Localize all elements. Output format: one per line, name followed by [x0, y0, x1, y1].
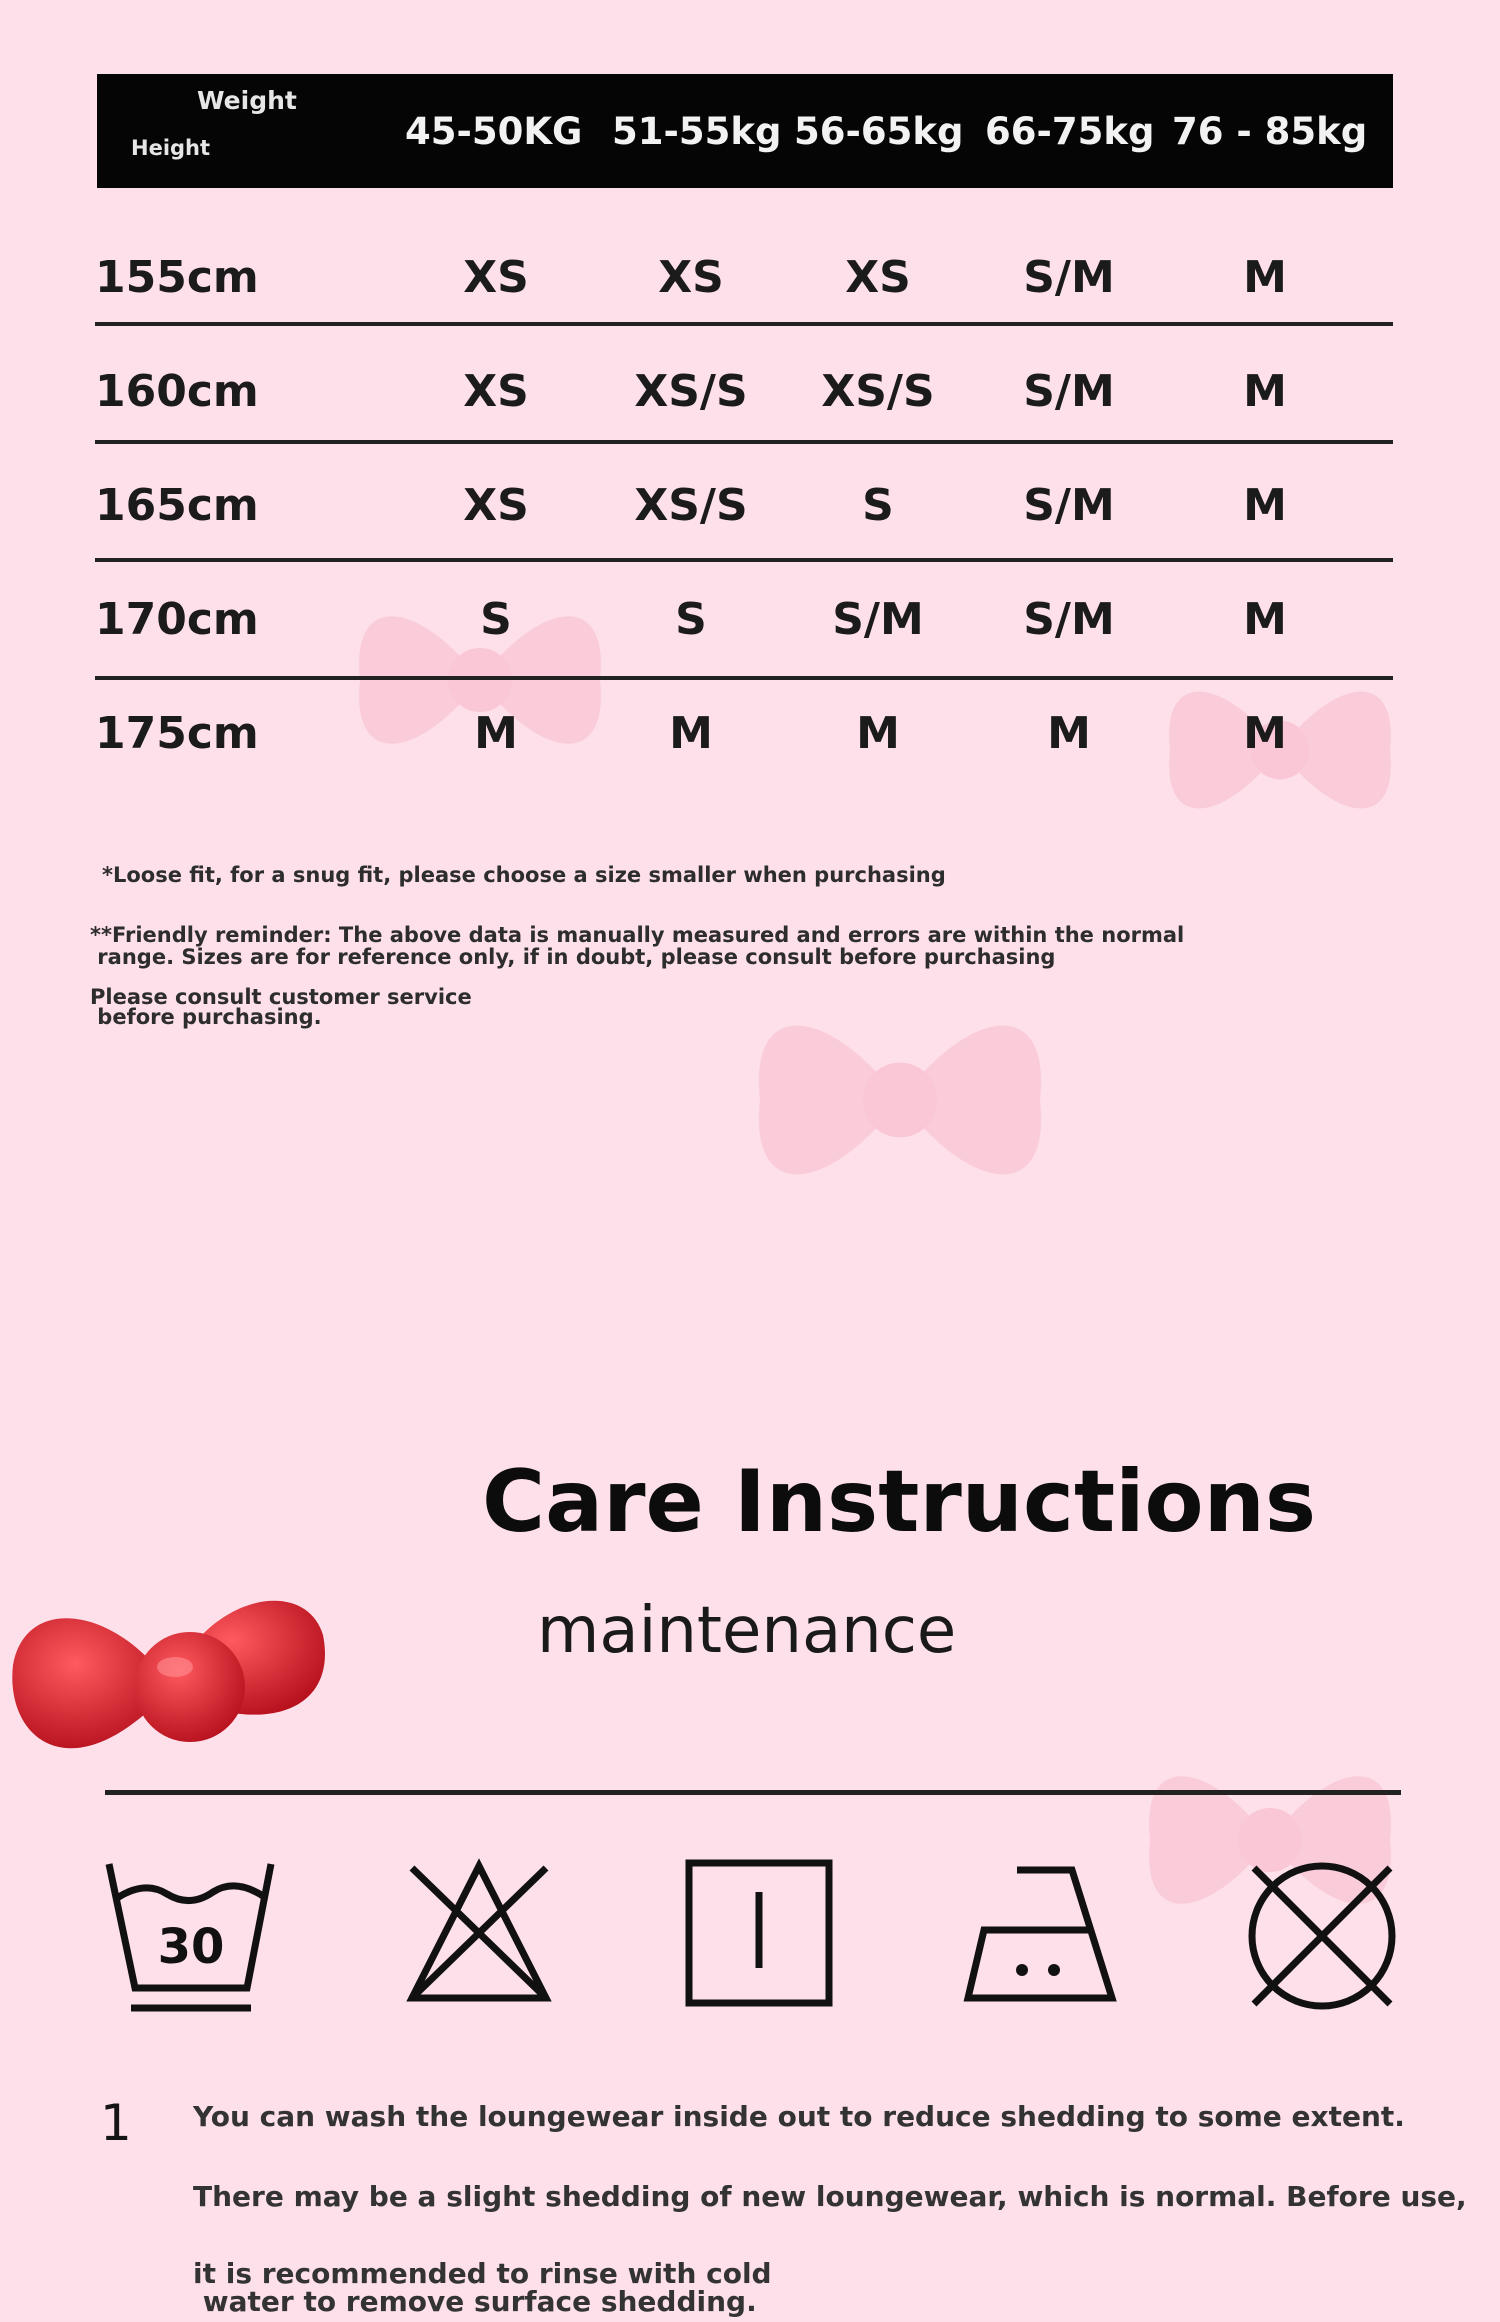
size-cell: S/M — [1023, 594, 1115, 645]
size-cell: XS/S — [634, 480, 748, 531]
table-row — [95, 686, 1393, 800]
size-cell: XS — [658, 252, 724, 303]
size-cell: XS — [845, 252, 911, 303]
weight-column-header: 66-75kg — [985, 110, 1155, 153]
size-cell: S — [480, 594, 512, 645]
table-row — [95, 230, 1393, 344]
size-chart-header — [97, 74, 1393, 188]
care-subtitle: maintenance — [537, 1594, 957, 1668]
size-cell: M — [1243, 366, 1287, 417]
fit-note: *Loose fit, for a snug fit, please choose a size smaller when purchasing — [102, 863, 946, 887]
height-cell: 155cm — [95, 252, 259, 303]
care-instructions-title: Care Instructions — [482, 1452, 1317, 1552]
height-cell: 160cm — [95, 366, 259, 417]
size-cell: XS — [463, 366, 529, 417]
weight-column-header: 56-65kg — [794, 110, 964, 153]
consult-note-line1: Please consult customer service — [90, 985, 472, 1009]
no-bleach-icon — [404, 1858, 554, 2008]
size-cell: S — [675, 594, 707, 645]
care-text-line1: You can wash the loungewear inside out to reduce shedding to some extent. — [193, 2100, 1405, 2133]
size-cell: M — [856, 708, 900, 759]
iron-medium-icon — [962, 1858, 1118, 2008]
weight-column-header: 45-50KG — [405, 110, 583, 153]
weight-column-header: 76 - 85kg — [1172, 110, 1368, 153]
care-text-line2: There may be a slight shedding of new loungewear, which is normal. Before use, — [193, 2180, 1467, 2213]
height-cell: 170cm — [95, 594, 259, 645]
size-cell: XS — [463, 480, 529, 531]
no-dry-clean-icon — [1244, 1858, 1400, 2014]
size-cell: M — [1243, 252, 1287, 303]
size-cell: S/M — [1023, 252, 1115, 303]
size-cell: XS/S — [821, 366, 935, 417]
height-label: Height — [131, 136, 211, 160]
table-row — [95, 458, 1393, 572]
height-cell: 175cm — [95, 708, 259, 759]
size-cell: S/M — [832, 594, 924, 645]
size-cell: S — [862, 480, 894, 531]
consult-note-line2: before purchasing. — [90, 1005, 322, 1029]
row-divider — [95, 558, 1393, 562]
red-bow-icon — [5, 1575, 335, 1795]
reminder-note-line2: range. Sizes are for reference only, if in doubt, please consult before purchasing — [90, 945, 1056, 969]
row-divider — [95, 440, 1393, 444]
size-cell: XS/S — [634, 366, 748, 417]
care-text-line4: water to remove surface shedding. — [193, 2285, 757, 2318]
care-divider — [105, 1790, 1401, 1795]
care-item-number: 1 — [100, 2094, 132, 2152]
size-cell: M — [1047, 708, 1091, 759]
size-cell: S/M — [1023, 480, 1115, 531]
care-text-line3: it is recommended to rinse with cold — [193, 2257, 772, 2290]
height-cell: 165cm — [95, 480, 259, 531]
wash-temperature: 30 — [157, 1919, 225, 1975]
size-cell: S/M — [1023, 366, 1115, 417]
weight-column-header: 51-55kg — [612, 110, 782, 153]
row-divider — [95, 322, 1393, 326]
table-row — [95, 572, 1393, 686]
weight-label: Weight — [197, 86, 297, 115]
tumble-dry-icon — [684, 1858, 834, 2008]
reminder-note-line1: **Friendly reminder: The above data is manually measured and errors are within the normal — [90, 923, 1185, 947]
size-cell: M — [1243, 480, 1287, 531]
size-cell: M — [474, 708, 518, 759]
size-cell: M — [669, 708, 713, 759]
size-cell: XS — [463, 252, 529, 303]
row-divider — [95, 676, 1393, 680]
background-bow-decoration — [720, 960, 1080, 1240]
wash-30-icon — [105, 1858, 275, 2016]
size-cell: M — [1243, 708, 1287, 759]
size-cell: M — [1243, 594, 1287, 645]
